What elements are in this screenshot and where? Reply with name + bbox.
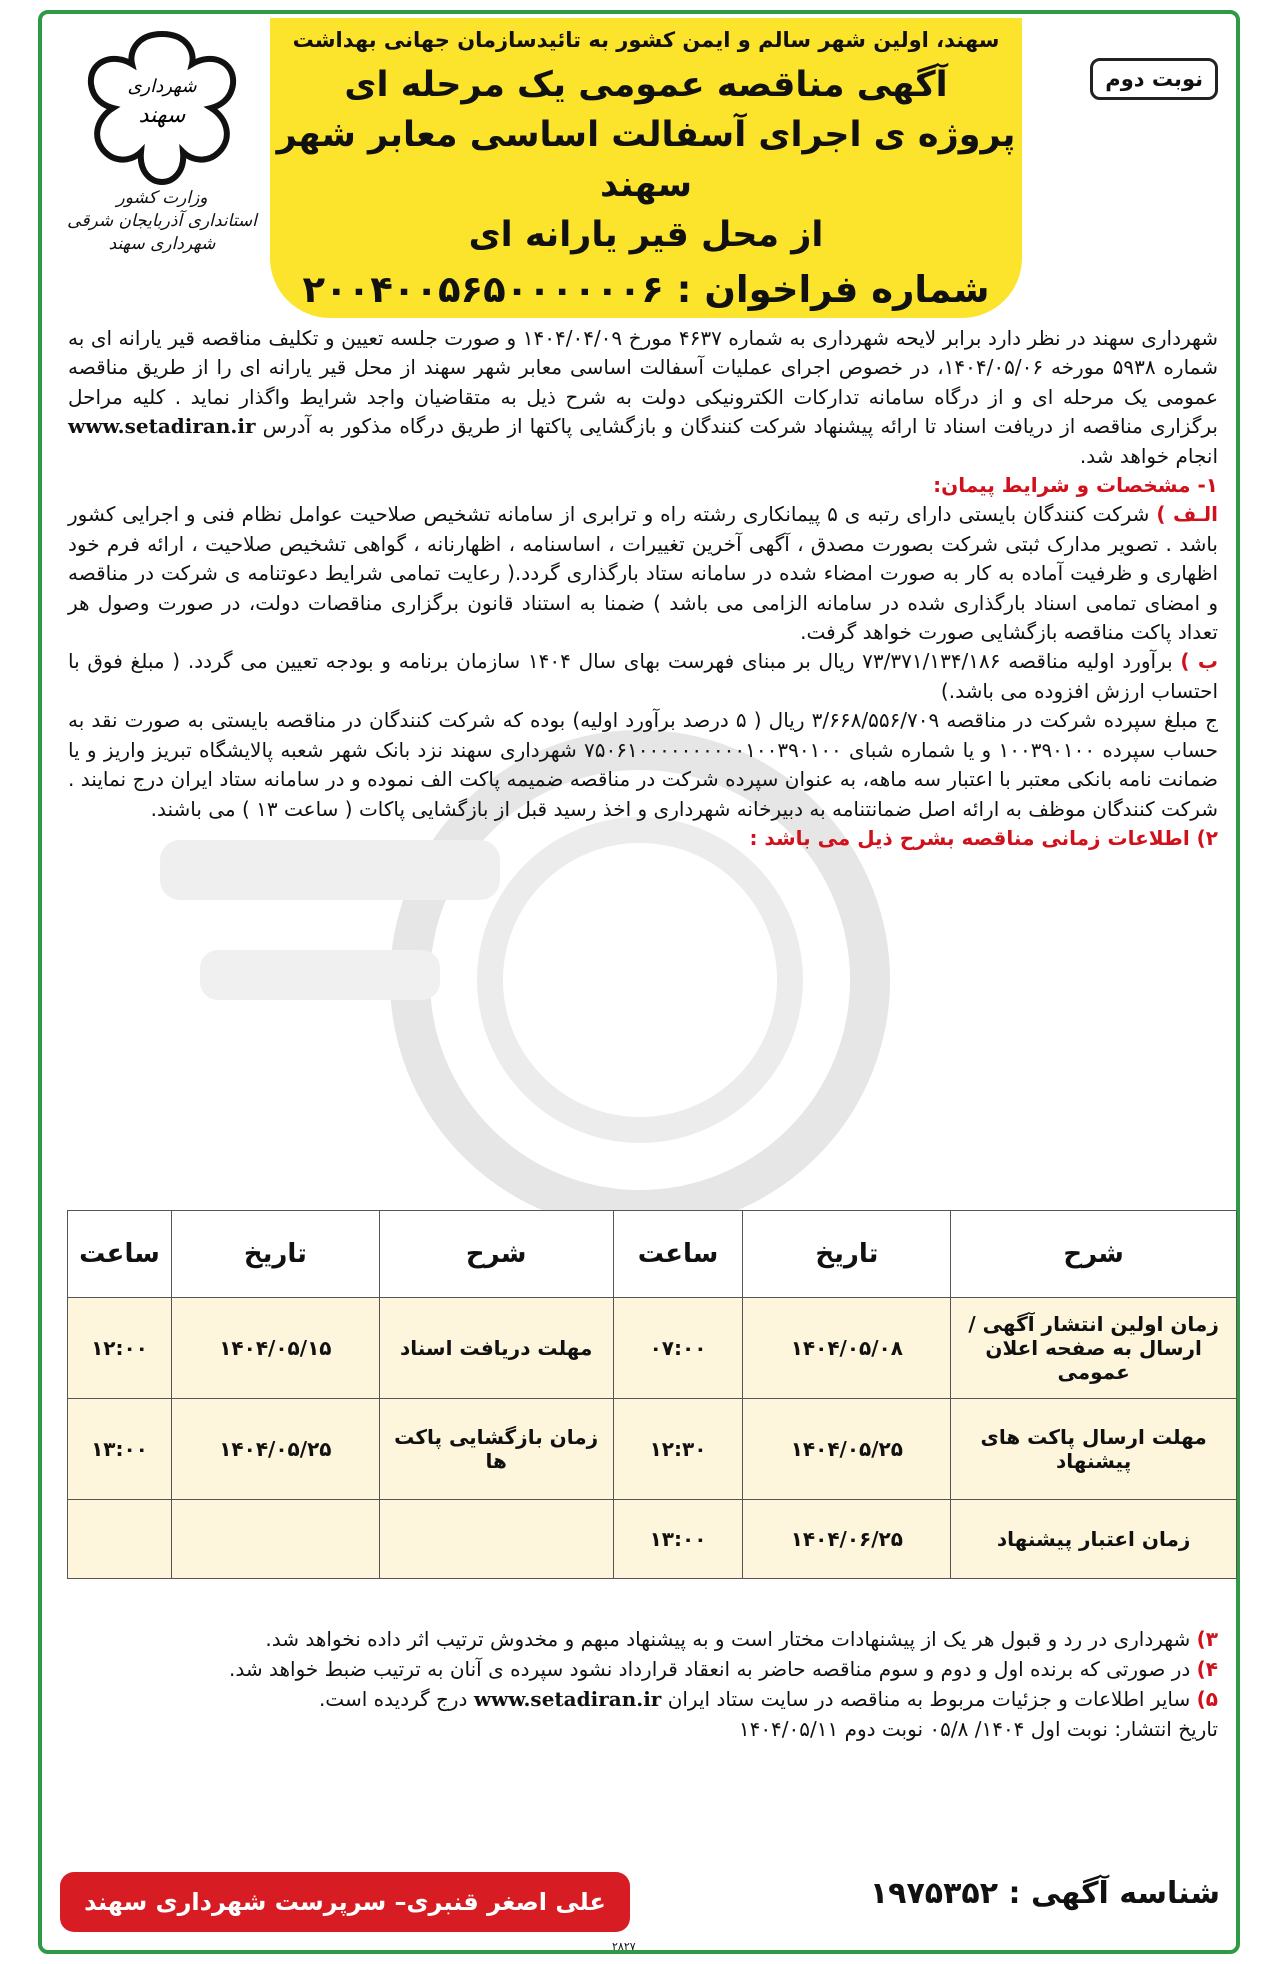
table-cell: ۱۲:۰۰ bbox=[68, 1298, 172, 1399]
page-number: ۲۸۲۷ bbox=[612, 1940, 636, 1953]
tender-body bbox=[68, 324, 1218, 853]
intro-text: شهرداری سهند در نظر دارد برابر لایحه شهرداری به شماره ۴۶۳۷ مورخ ۱۴۰۴/۰۴/۰۹ و صورت جلسه تعیین و تکلیف مناقصه قیر یارانه ای به شماره ۵۹۳۸ مورخه ۱۴۰۴/۰۵/۰۶، در خصوص اجرای عملیات آسفالت اساسی معابر شهر سهند از محل قیر یارانه ای را از طریق مناقصه عمومی یک مرحله ای و از درگاه سامانه تدارکات الکترونیکی دولت به شرح ذیل به متقاضیان واجد شرایط واگذار نماید . کلیه مراحل برگزاری مناقصه از دریافت اسناد تا ارائه پیشنهاد شرکت کنندگان و بازگشایی پاکتها از طریق درگاه مذکور به آدرس bbox=[68, 326, 1219, 439]
note-5 bbox=[68, 1684, 1218, 1714]
clause-b bbox=[68, 647, 1218, 706]
note-5-pre: سایر اطلاعات و جزئیات مربوط به مناقصه در سایت ستاد ایران bbox=[667, 1687, 1191, 1711]
table-cell: زمان اعتبار پیشنهاد bbox=[951, 1500, 1237, 1579]
note-5-url-link[interactable]: www.setadiran.ir bbox=[473, 1687, 662, 1711]
clause-a-text: شرکت کنندگان بایستی دارای رتبه ی ۵ پیمانکاری رشته راه و ترابری از سامانه تشخیص صلاحیت عوامل نظام فنی و اجرایی کشور باشد . تصویر مدارک ثبتی شرکت بصورت مصدق ، آگهی آخرین تغییرات ، اساسنامه ، اظهارنانه ، گواهی تشخیص صلاحیت ، ارائه فرم خود اظهاری و ظرفیت آماده به کار به صورت امضاء شده در سامانه ستاد بارگذاری گردد.( رعایت تمامی شرایط دعوتنامه ی شرکت در مناقصه و امضای تمامی اسناد بارگذاری شده در سامانه الزامی می باشد ) ضمنا به استناد قانون برگزاری مناقصات دولت، در صورت وصول هر تعداد پاکت مناقصه بازگشایی صورت خواهد گرفت. bbox=[68, 502, 1218, 645]
table-header-cell: شرح bbox=[379, 1211, 613, 1298]
call-number: شماره فراخوان : ۲۰۰۴۰۰۵۶۵۰۰۰۰۰۰۶ bbox=[302, 268, 990, 311]
table-cell: مهلت ارسال پاکت های پیشنهاد bbox=[951, 1399, 1237, 1500]
table-cell bbox=[379, 1500, 613, 1579]
notes-section bbox=[68, 1624, 1218, 1744]
table-row bbox=[68, 1399, 1237, 1500]
clause-a-label: الـف ) bbox=[1156, 502, 1219, 527]
logo-text-top: شهرداری bbox=[127, 76, 197, 97]
signature-box: علی اصغر قنبری– سرپرست شهرداری سهند bbox=[60, 1872, 630, 1932]
note-4 bbox=[68, 1654, 1218, 1684]
note-3-text: شهرداری در رد و قبول هر یک از پیشنهادات مختار است و به پیشنهاد مبهم و مخدوش ترتیب اثر داده نخواهد شد. bbox=[265, 1627, 1191, 1651]
table-cell: ۱۴۰۴/۰۶/۲۵ bbox=[743, 1500, 951, 1579]
header-title-line2: پروژه ی اجرای آسفالت اساسی معابر شهر سهند bbox=[276, 115, 1016, 205]
table-cell bbox=[68, 1500, 172, 1579]
table-header-cell: ساعت bbox=[613, 1211, 743, 1298]
table-cell bbox=[171, 1500, 379, 1579]
section1-heading: ۱- مشخصات و شرایط پیمان: bbox=[933, 473, 1218, 498]
table-header-cell: تاریخ bbox=[171, 1211, 379, 1298]
table-row bbox=[68, 1298, 1237, 1399]
header-title-line1: آگهی مناقصه عمومی یک مرحله ای bbox=[344, 65, 948, 105]
intro-paragraph bbox=[68, 324, 1218, 471]
note-3 bbox=[68, 1624, 1218, 1654]
table-row bbox=[68, 1500, 1237, 1579]
round-badge: نوبت دوم bbox=[1090, 58, 1218, 100]
table-cell: ۱۴۰۴/۰۵/۰۸ bbox=[743, 1298, 951, 1399]
table-header-cell: تاریخ bbox=[743, 1211, 951, 1298]
table-cell: ۱۴۰۴/۰۵/۱۵ bbox=[171, 1298, 379, 1399]
note-5-label: ۵) bbox=[1196, 1687, 1218, 1711]
clause-b-label: ب ) bbox=[1180, 649, 1219, 674]
header-banner bbox=[270, 18, 1022, 318]
municipality-logo bbox=[62, 22, 262, 292]
clause-a bbox=[68, 500, 1218, 647]
clause-b-text: برآورد اولیه مناقصه ۷۳/۳۷۱/۱۳۴/۱۸۶ ریال بر مبنای فهرست بهای سال ۱۴۰۴ سازمان برنامه و بودجه تعیین می گردد. ( مبلغ فوق با احتساب ارزش افزوده می باشد.) bbox=[68, 649, 1218, 703]
table-cell: ۱۳:۰۰ bbox=[68, 1399, 172, 1500]
table-cell: زمان اولین انتشار آگهی / ارسال به صفحه اعلان عمومی bbox=[951, 1298, 1237, 1399]
table-cell: ۱۳:۰۰ bbox=[613, 1500, 743, 1579]
logo-text-bottom: سهند bbox=[138, 103, 186, 128]
table-cell: ۱۴۰۴/۰۵/۲۵ bbox=[171, 1399, 379, 1500]
flower-emblem-icon bbox=[77, 22, 247, 187]
schedule-table bbox=[67, 1210, 1237, 1579]
table-header-row bbox=[68, 1211, 1237, 1298]
section2-heading: ۲) اطلاعات زمانی مناقصه بشرح ذیل می باشد : bbox=[749, 825, 1218, 850]
table-header-cell: شرح bbox=[951, 1211, 1237, 1298]
clause-c: ج مبلغ سپرده شرکت در مناقصه ۳/۶۶۸/۵۵۶/۷۰۹ ریال ( ۵ درصد برآورد اولیه) بوده که شرکت کنندگان در مناقصه بایستی به صورت نقد به حساب سپرده ۱۰۰۳۹۰۱۰۰ و یا شماره شبای ۷۵۰۶۱۰۰۰۰۰۰۰۰۰۰۱۰۰۳۹۰۱۰۰ شهرداری سهند نزد بانک شهر شعبه پالایشگاه تبریز واریز و یا ضمانت نامه بانکی معتبر با اعتبار سه ماهه، به عنوان سپرده شرکت در مناقصه ضمیمه پاکت الف نموده و در سامانه ستاد ایران درج نمایند . شرکت کنندگان موظف به ارائه اصل ضمانتنامه به دبیرخانه شهرداری و اخذ رسید قبل از بازگشایی پاکات ( ساعت ۱۳ ) می باشند. bbox=[68, 708, 1218, 821]
intro-url-link[interactable]: www.setadiran.ir bbox=[68, 414, 256, 439]
table-cell: ۱۲:۳۰ bbox=[613, 1399, 743, 1500]
logo-subtitle-3: شهرداری سهند bbox=[108, 234, 216, 254]
table-cell: زمان بازگشایی پاکت ها bbox=[379, 1399, 613, 1500]
table-header-cell: ساعت bbox=[68, 1211, 172, 1298]
table-cell: ۰۷:۰۰ bbox=[613, 1298, 743, 1399]
note-3-label: ۳) bbox=[1196, 1627, 1218, 1651]
note-4-text: در صورتی که برنده اول و دوم و سوم مناقصه حاضر به انعقاد قرارداد نشود سپرده ی آنان به ترتیب ضبط خواهد شد. bbox=[229, 1657, 1191, 1681]
note-5-post: درج گردیده است. bbox=[318, 1687, 468, 1711]
header-tagline: سهند، اولین شهر سالم و ایمن کشور به تائیدسازمان جهانی بهداشت bbox=[292, 28, 1000, 52]
table-cell: ۱۴۰۴/۰۵/۲۵ bbox=[743, 1399, 951, 1500]
note-4-label: ۴) bbox=[1196, 1657, 1218, 1681]
logo-subtitle-2: استانداری آذربایجان شرقی bbox=[67, 211, 257, 231]
logo-subtitle-1: وزارت کشور bbox=[116, 188, 208, 208]
publish-dates: تاریخ انتشار: نوبت اول ۱۴۰۴/ ۰۵/۸ نوبت دوم ۱۴۰۴/۰۵/۱۱ bbox=[738, 1717, 1218, 1741]
header-title-line3: از محل قیر یارانه ای bbox=[468, 215, 824, 255]
ad-id: شناسه آگهی : ۱۹۷۵۳۵۲ bbox=[869, 1876, 1220, 1911]
intro-tail: انجام خواهد شد. bbox=[1079, 443, 1218, 468]
table-cell: مهلت دریافت اسناد bbox=[379, 1298, 613, 1399]
